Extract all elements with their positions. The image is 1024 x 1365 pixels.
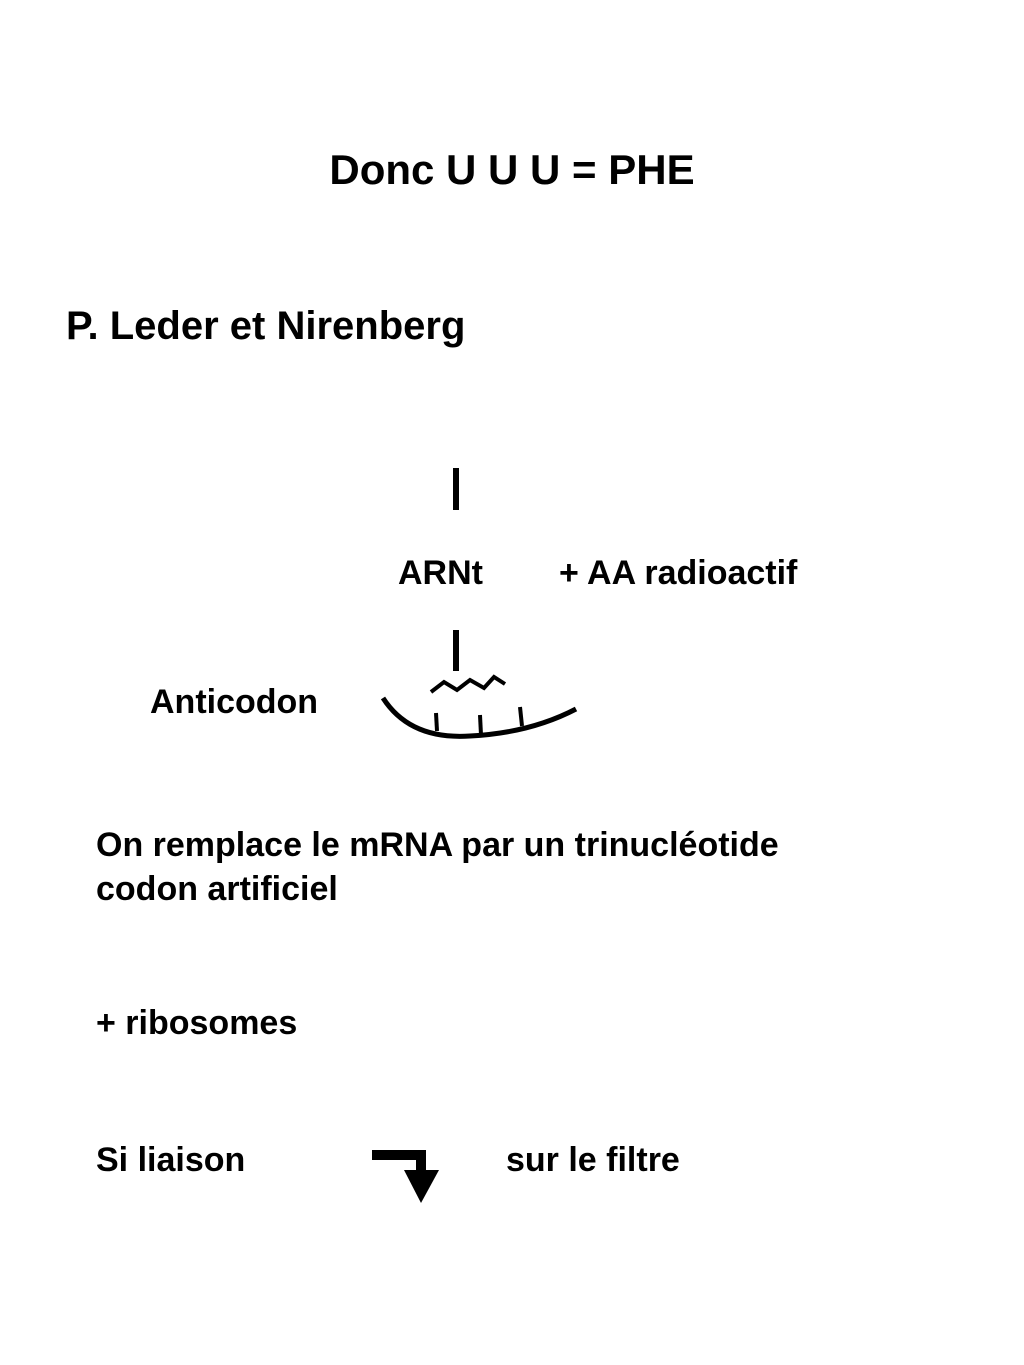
- filter-text: sur le filtre: [506, 1141, 680, 1179]
- anticodon-tick-2: [480, 715, 481, 735]
- method-line-2: codon artificiel: [96, 870, 338, 908]
- anticodon-tick-1: [436, 713, 437, 731]
- liaison-text: Si liaison: [96, 1141, 246, 1179]
- anticodon-tick-3: [520, 707, 522, 726]
- codon-zigzag: [431, 677, 505, 692]
- method-line-1: On remplace le mRNA par un trinucléotide: [96, 826, 779, 864]
- slide-subtitle: P. Leder et Nirenberg: [66, 304, 466, 348]
- anticodon-label: Anticodon: [150, 683, 319, 721]
- method-text: [96, 823, 916, 911]
- aa-radioactive-label: + AA radioactif: [559, 554, 798, 592]
- ribosomes-text: + ribosomes: [96, 1004, 298, 1042]
- trna-label: ARNt: [398, 554, 483, 592]
- slide-title: Donc U U U = PHE: [329, 146, 695, 193]
- bent-arrow-icon: [372, 1155, 439, 1203]
